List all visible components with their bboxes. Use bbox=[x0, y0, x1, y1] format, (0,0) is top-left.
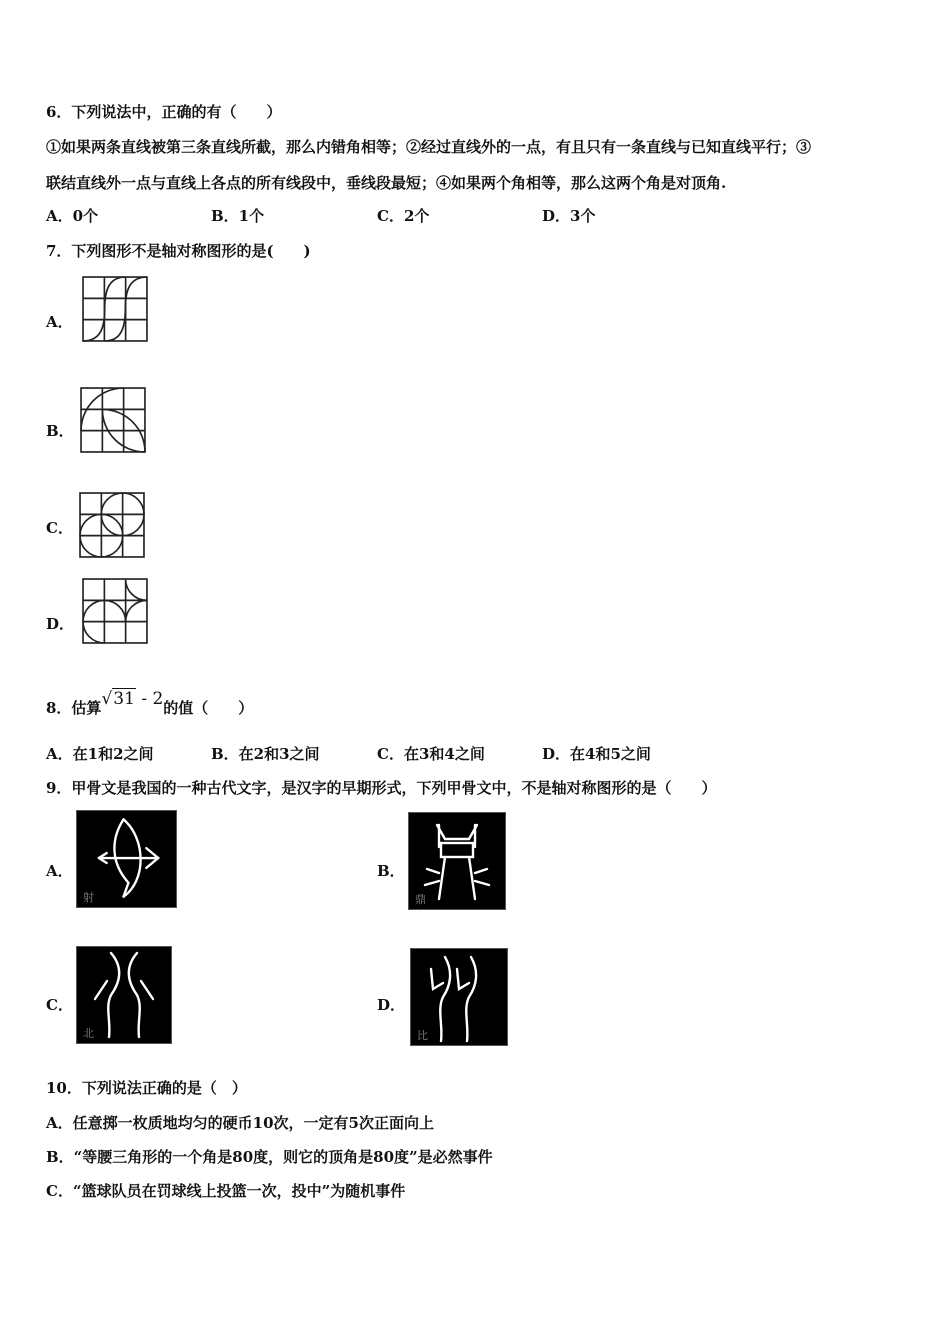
q8-option-b[interactable]: B．在2和3之间 bbox=[211, 745, 320, 763]
q9-caption-a: 射 bbox=[83, 891, 94, 904]
q9-glyph-c[interactable] bbox=[76, 946, 172, 1044]
q8-option-c[interactable]: C．在3和4之间 bbox=[377, 745, 485, 763]
q10-option-a[interactable]: A．任意掷一枚质地均匀的硬币10次，一定有5次正面向上 bbox=[46, 1114, 434, 1132]
q9-label-b[interactable]: B． bbox=[377, 862, 405, 880]
q7-stem: 7．下列图形不是轴对称图形的是( ) bbox=[46, 242, 311, 260]
q6-stem: 6．下列说法中，正确的有（ ） bbox=[46, 103, 282, 121]
q9-caption-c: 北 bbox=[83, 1027, 94, 1040]
q10-option-b[interactable]: B．“等腰三角形的一个角是80度，则它的顶角是80度”是必然事件 bbox=[46, 1148, 493, 1166]
q8-option-d[interactable]: D．在4和5之间 bbox=[542, 745, 651, 763]
q9-label-d[interactable]: D． bbox=[377, 996, 406, 1014]
q9-stem: 9．甲骨文是我国的一种古代文字，是汉字的早期形式，下列甲骨文中，不是轴对称图形的是（ ） bbox=[46, 779, 717, 797]
q7-label-c[interactable]: C． bbox=[46, 519, 73, 537]
q9-caption-d: 比 bbox=[417, 1029, 428, 1042]
q6-statement-line-1: ①如果两条直线被第三条直线所截，那么内错角相等；②经过直线外的一点，有且只有一条直线与已知直线平行；③ bbox=[46, 138, 812, 156]
q6-option-d[interactable]: D．3个 bbox=[542, 207, 596, 225]
q9-label-c[interactable]: C． bbox=[46, 996, 73, 1014]
q9-label-a[interactable]: A． bbox=[46, 862, 73, 880]
q8-expression-tail: - 2 bbox=[135, 689, 164, 709]
q6-option-c[interactable]: C．2个 bbox=[377, 207, 430, 225]
q7-figure-c[interactable] bbox=[79, 492, 145, 558]
q8-radicand: 31 bbox=[113, 689, 135, 709]
q9-glyph-a[interactable] bbox=[76, 810, 177, 908]
q6-option-a[interactable]: A．0个 bbox=[46, 207, 99, 225]
q7-label-a[interactable]: A． bbox=[46, 313, 73, 331]
q7-label-d[interactable]: D． bbox=[46, 615, 75, 633]
q9-caption-b: 鼎 bbox=[415, 893, 426, 906]
q8-suffix: 的值（ ） bbox=[163, 699, 254, 717]
q7-figure-d[interactable] bbox=[82, 578, 148, 644]
q6-option-b[interactable]: B．1个 bbox=[211, 207, 265, 225]
q8-option-a[interactable]: A．在1和2之间 bbox=[46, 745, 154, 763]
q8-expression: √31 - 2 bbox=[101, 689, 164, 709]
q7-figure-a[interactable] bbox=[82, 276, 148, 342]
q9-glyph-d[interactable] bbox=[410, 948, 508, 1046]
q7-figure-b[interactable] bbox=[80, 387, 146, 453]
q9-glyph-b[interactable] bbox=[408, 812, 506, 910]
q8-stem bbox=[46, 689, 254, 718]
q10-option-c[interactable]: C．“篮球队员在罚球线上投篮一次，投中”为随机事件 bbox=[46, 1182, 406, 1200]
q7-label-b[interactable]: B． bbox=[46, 422, 74, 440]
q8-prefix: 8．估算 bbox=[46, 699, 102, 717]
q6-statement-line-2: 联结直线外一点与直线上各点的所有线段中，垂线段最短；④如果两个角相等，那么这两个角是对顶角. bbox=[46, 174, 727, 192]
q10-stem: 10．下列说法正确的是（ ） bbox=[46, 1079, 247, 1097]
